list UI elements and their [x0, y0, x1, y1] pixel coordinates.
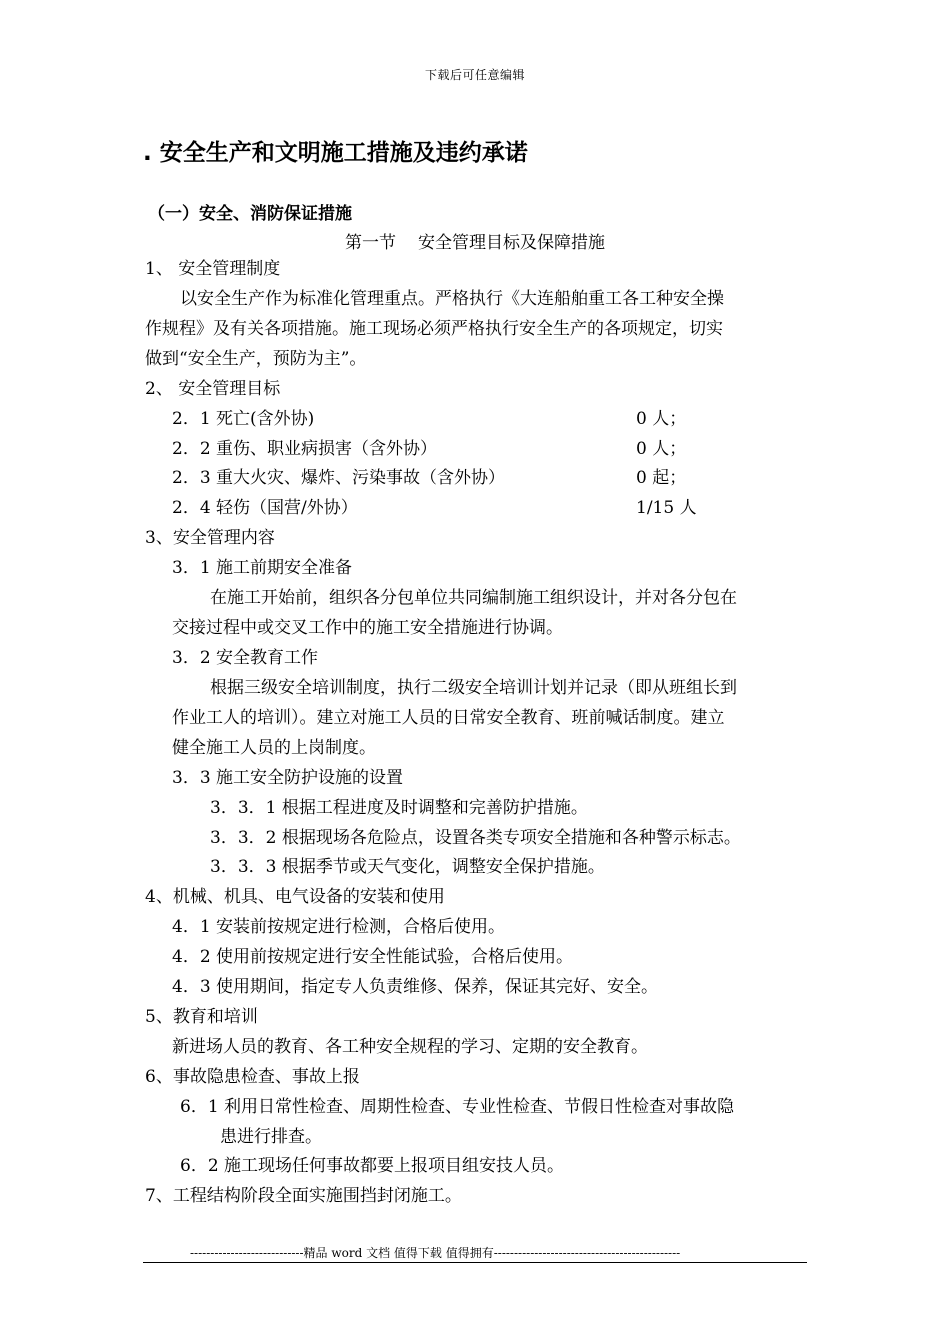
heading-2: 2、 安全管理目标 — [145, 379, 281, 399]
paragraph-line: 作业工人的培训）。建立对施工人员的日常安全教育、班前喊话制度。建立 — [172, 708, 725, 728]
subheading: 3．3 施工安全防护设施的设置 — [172, 768, 404, 788]
list-item: 4．3 使用期间，指定专人负责维修、保养，保证其完好、安全。 — [172, 977, 659, 997]
heading-3: 3、安全管理内容 — [145, 528, 275, 548]
section-heading — [0, 228, 950, 253]
subheading: 3．1 施工前期安全准备 — [172, 558, 353, 578]
target-label: 2．3 重大火灾、爆炸、污染事故（含外协） — [172, 468, 506, 488]
heading-4: 4、机械、机具、电气设备的安装和使用 — [145, 887, 445, 907]
paragraph-line: 做到“安全生产，预防为主”。 — [145, 349, 367, 369]
target-value: 1/15 人 — [636, 498, 697, 518]
list-item: 3．3．2 根据现场各危险点，设置各类专项安全措施和各种警示标志。 — [210, 828, 741, 848]
target-row — [172, 408, 687, 430]
paragraph-line: 作规程》及有关各项措施。施工现场必须严格执行安全生产的各项规定，切实 — [145, 319, 723, 339]
list-item: 4．1 安装前按规定进行检测，合格后使用。 — [172, 917, 506, 937]
heading-1: 1、 安全管理制度 — [145, 259, 281, 279]
target-row — [172, 467, 687, 489]
list-item: 患进行排查。 — [220, 1127, 322, 1147]
heading-7: 7、工程结构阶段全面实施围挡封闭施工。 — [145, 1186, 462, 1206]
target-label: 2．1 死亡(含外协) — [172, 409, 315, 429]
section-label: 第一节 — [345, 233, 396, 253]
paragraph-line: 以安全生产作为标准化管理重点。严格执行《大连船舶重工各工种安全操 — [180, 289, 724, 309]
section-name: 安全管理目标及保障措施 — [418, 233, 605, 253]
paragraph-line: 新进场人员的教育、各工种安全规程的学习、定期的安全教育。 — [172, 1037, 648, 1057]
list-item: 3．3．1 根据工程进度及时调整和完善防护措施。 — [210, 798, 588, 818]
target-value: 0 起； — [636, 468, 687, 488]
target-value: 0 人； — [636, 439, 687, 459]
list-item: 4．2 使用前按规定进行安全性能试验，合格后使用。 — [172, 947, 574, 967]
page-footer: ----------------------------精品 word 文档 值得下载 值得拥有---------------------------------------------- — [190, 1246, 681, 1260]
list-item: 3．3．3 根据季节或天气变化，调整安全保护措施。 — [210, 857, 605, 877]
document-title: . 安全生产和文明施工措施及违约承诺 — [143, 140, 528, 166]
list-item: 6．2 施工现场任何事故都要上报项目组安技人员。 — [180, 1156, 565, 1176]
page-header: 下载后可任意编辑 — [424, 68, 525, 82]
paragraph-line: 健全施工人员的上岗制度。 — [172, 738, 376, 758]
list-item: 6．1 利用日常性检查、周期性检查、专业性检查、节假日性检查对事故隐 — [180, 1097, 735, 1117]
heading-5: 5、教育和培训 — [145, 1007, 258, 1027]
subheading: 3．2 安全教育工作 — [172, 648, 319, 668]
target-label: 2．4 轻伤（国营/外协） — [172, 498, 358, 518]
paragraph-line: 在施工开始前，组织各分包单位共同编制施工组织设计，并对各分包在 — [210, 588, 737, 608]
heading-6: 6、事故隐患检查、事故上报 — [145, 1067, 360, 1087]
target-row — [172, 438, 687, 460]
subtitle: （一）安全、消防保证措施 — [148, 204, 352, 224]
target-value: 0 人； — [636, 409, 687, 429]
footer-rule — [143, 1262, 807, 1263]
target-label: 2．2 重伤、职业病损害（含外协） — [172, 439, 438, 459]
target-row — [172, 497, 697, 519]
paragraph-line: 交接过程中或交叉工作中的施工安全措施进行协调。 — [172, 618, 563, 638]
paragraph-line: 根据三级安全培训制度，执行二级安全培训计划并记录（即从班组长到 — [210, 678, 737, 698]
